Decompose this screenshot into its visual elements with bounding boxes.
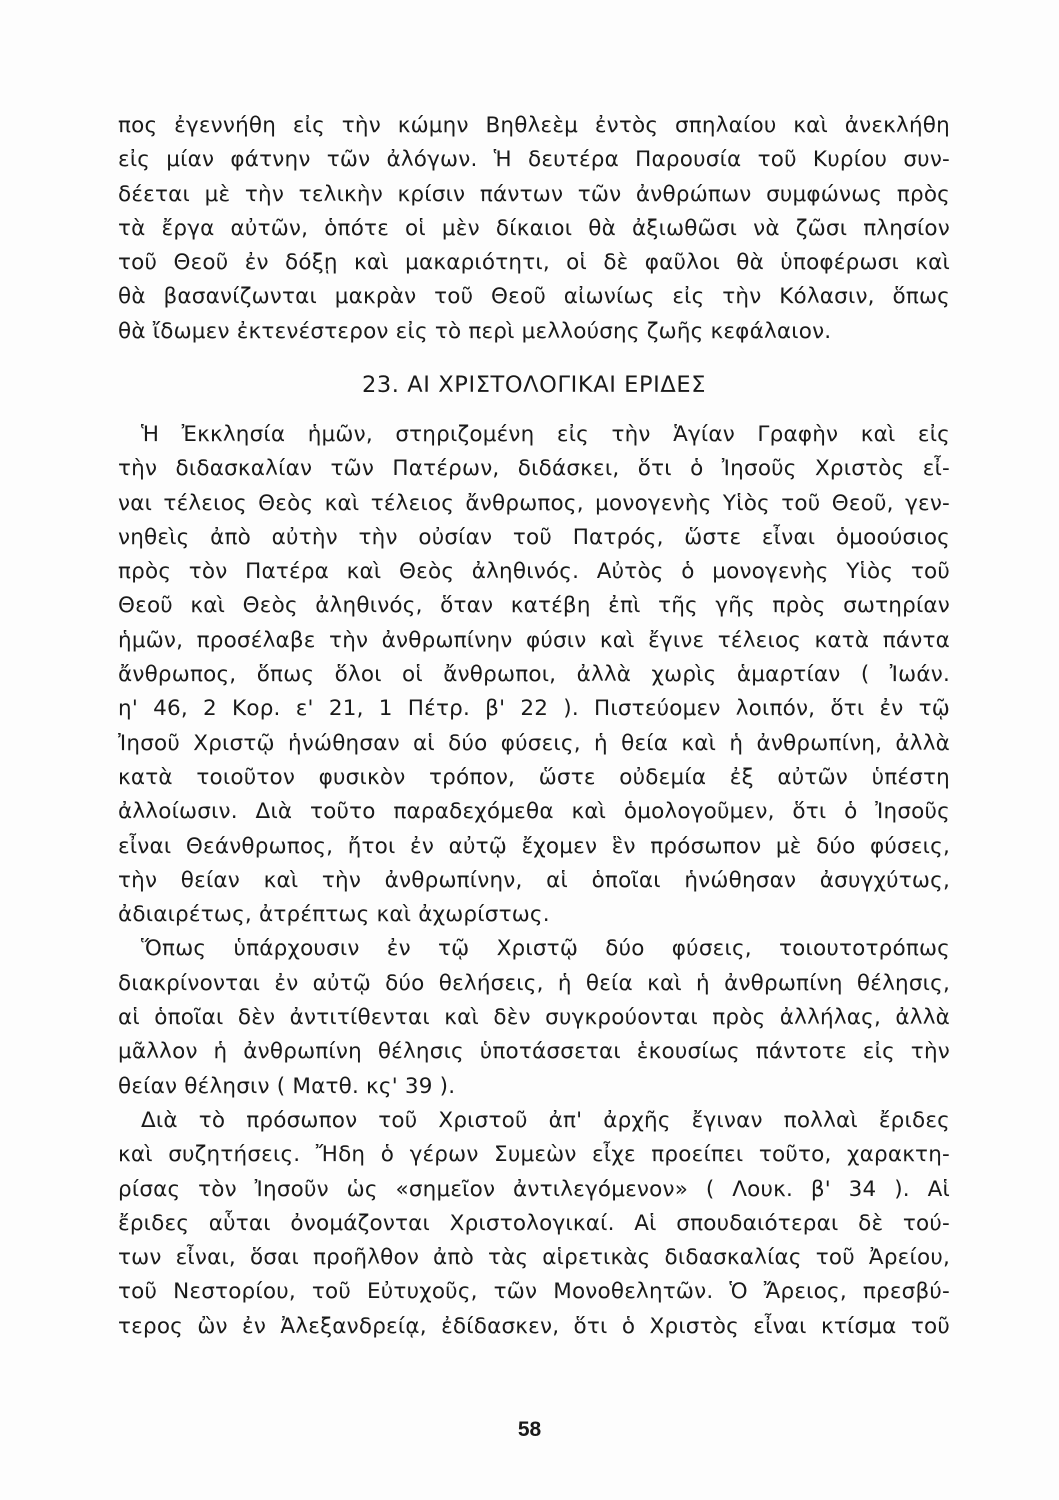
text-line: η' 46, 2 Κορ. ε' 21, 1 Πέτρ. β' 22 ). Πιστεύομεν λοιπόν, ὅτι ἐν τῷ (118, 696, 950, 722)
text-line: καὶ συζητήσεις. Ἤδη ὁ γέρων Συμεὼν εἶχε προείπει τοῦτο, χαρακτη- (118, 1142, 950, 1168)
text-line: θὰ βασανίζωνται μακρὰν τοῦ Θεοῦ αἰωνίως εἰς τὴν Κόλασιν, ὅπως (118, 284, 950, 310)
text-line: κατὰ τοιοῦτον φυσικὸν τρόπον, ὥστε οὐδεμία ἐξ αὐτῶν ὑπέστη (118, 764, 950, 790)
section-body (118, 418, 950, 1344)
text-line: των εἶναι, ὅσαι προῆλθον ἀπὸ τὰς αἱρετικὰς διδασκαλίας τοῦ Ἀρείου, (118, 1245, 950, 1271)
text-line: ἀδιαιρέτως, ἀτρέπτως καὶ ἀχωρίστως. (118, 902, 550, 928)
text-line: θὰ ἴδωμεν ἐκτενέστερον εἰς τὸ περὶ μελλούσης ζωῆς κεφάλαιον. (118, 318, 832, 344)
text-line: τὴν διδασκαλίαν τῶν Πατέρων, διδάσκει, ὅτι ὁ Ἰησοῦς Χριστὸς εἶ- (118, 456, 950, 482)
text-line: μᾶλλον ἡ ἀνθρωπίνη θέλησις ὑποτάσσεται ἑκουσίως πάντοτε εἰς τὴν (118, 1039, 950, 1065)
text-line: ἄνθρωπος, ὅπως ὅλοι οἱ ἄνθρωποι, ἀλλὰ χωρὶς ἁμαρτίαν ( Ἰωάν. (118, 662, 950, 688)
text-line: ἀλλοίωσιν. Διὰ τοῦτο παραδεχόμεθα καὶ ὁμολογοῦμεν, ὅτι ὁ Ἰησοῦς (118, 799, 950, 825)
text-line: πος ἐγεννήθη εἰς τὴν κώμην Βηθλεὲμ ἐντὸς σπηλαίου καὶ ἀνεκλήθη (118, 113, 950, 138)
text-line: τοῦ Θεοῦ ἐν δόξῃ καὶ μακαριότητι, οἱ δὲ φαῦλοι θὰ ὑποφέρωσι καὶ (118, 250, 950, 276)
text-line: ἡμῶν, προσέλαβε τὴν ἀνθρωπίνην φύσιν καὶ ἔγινε τέλειος κατὰ πάντα (118, 627, 950, 653)
text-line: πρὸς τὸν Πατέρα καὶ Θεὸς ἀληθινός. Αὐτὸς ὁ μονογενὴς Υἱὸς τοῦ (118, 559, 950, 585)
text-line: Ἰησοῦ Χριστῷ ἡνώθησαν αἱ δύο φύσεις, ἡ θεία καὶ ἡ ἀνθρωπίνη, ἀλλὰ (118, 730, 950, 756)
text-line: ἔριδες αὗται ὀνομάζονται Χριστολογικαί. Αἱ σπουδαιότεραι δὲ τού- (118, 1210, 950, 1236)
section-heading: 23. ΑΙ ΧΡΙΣΤΟΛΟΓΙΚΑΙ ΕΡΙΔΕΣ (361, 372, 707, 398)
text-line: τὰ ἔργα αὐτῶν, ὁπότε οἱ μὲν δίκαιοι θὰ ἀξιωθῶσι νὰ ζῶσι πλησίον (118, 215, 950, 241)
text-line: Θεοῦ καὶ Θεὸς ἀληθινός, ὅταν κατέβη ἐπὶ τῆς γῆς πρὸς σωτηρίαν (118, 593, 950, 619)
page-number: 58 (517, 1418, 542, 1441)
text-line: διακρίνονται ἐν αὐτῷ δύο θελήσεις, ἡ θεία καὶ ἡ ἀνθρωπίνη θέλησις, (118, 970, 950, 996)
text-line: Διὰ τὸ πρόσωπον τοῦ Χριστοῦ ἀπ' ἀρχῆς ἔγιναν πολλαὶ ἔριδες (141, 1107, 950, 1133)
text-line: νηθεὶς ἀπὸ αὐτὴν τὴν οὐσίαν τοῦ Πατρός, ὥστε εἶναι ὁμοούσιος (118, 524, 950, 550)
text-line: Ἡ Ἐκκλησία ἡμῶν, στηριζομένη εἰς τὴν Ἁγίαν Γραφὴν καὶ εἰς (141, 422, 950, 447)
text-line: Ὅπως ὑπάρχουσιν ἐν τῷ Χριστῷ δύο φύσεις, τοιουτοτρόπως (141, 936, 950, 962)
text-line: εἰς μίαν φάτνην τῶν ἀλόγων. Ἡ δευτέρα Παρουσία τοῦ Κυρίου συν- (118, 147, 950, 173)
text-line: ρίσας τὸν Ἰησοῦν ὡς «σημεῖον ἀντιλεγόμενον» ( Λουκ. β' 34 ). Αἱ (118, 1176, 950, 1202)
text-line: ναι τέλειος Θεὸς καὶ τέλειος ἄνθρωπος, μονογενὴς Υἱὸς τοῦ Θεοῦ, γεν- (118, 490, 950, 516)
text-line: τοῦ Νεστορίου, τοῦ Εὐτυχοῦς, τῶν Μονοθελητῶν. Ὁ Ἄρειος, πρεσβύ- (118, 1279, 950, 1305)
text-line: εἶναι Θεάνθρωπος, ἤτοι ἐν αὐτῷ ἔχομεν ἓν πρόσωπον μὲ δύο φύσεις, (118, 833, 950, 859)
paragraph-top (118, 109, 950, 349)
text-line: δέεται μὲ τὴν τελικὴν κρίσιν πάντων τῶν ἀνθρώπων συμφώνως πρὸς (118, 181, 950, 207)
text-line: τὴν θείαν καὶ τὴν ἀνθρωπίνην, αἱ ὁποῖαι ἡνώθησαν ἀσυγχύτως, (118, 867, 950, 893)
text-line: τερος ὢν ἐν Ἀλεξανδρείᾳ, ἐδίδασκεν, ὅτι ὁ Χριστὸς εἶναι κτίσμα τοῦ (118, 1313, 950, 1339)
text-line: αἱ ὁποῖαι δὲν ἀντιτίθενται καὶ δὲν συγκρούονται πρὸς ἀλλήλας, ἀλλὰ (118, 1005, 950, 1031)
text-line: θείαν θέλησιν ( Ματθ. κς' 39 ). (118, 1073, 456, 1099)
